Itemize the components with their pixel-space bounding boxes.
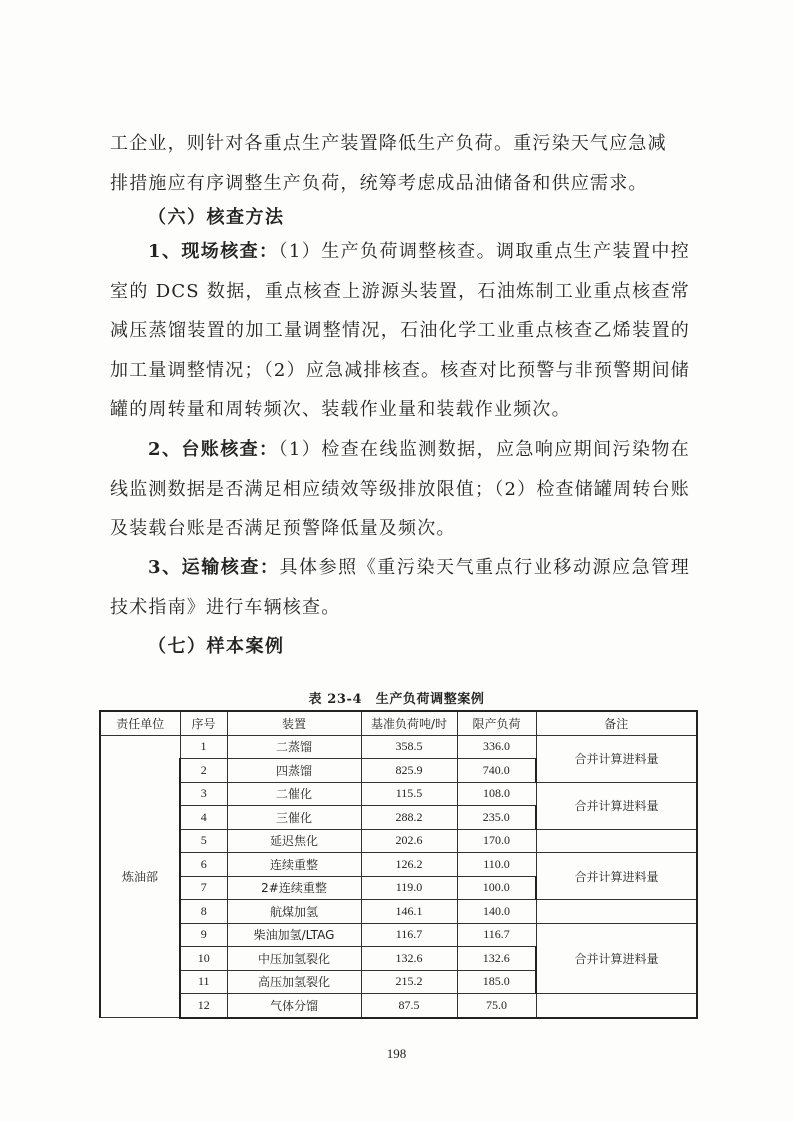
header-device: 装置 xyxy=(227,711,361,735)
cell-device: 2#连续重整 xyxy=(227,876,361,900)
cell-no: 6 xyxy=(180,853,227,877)
cell-device: 中压加氢裂化 xyxy=(227,947,361,971)
cell-no: 5 xyxy=(180,829,227,853)
cell-note: 合并计算进料量 xyxy=(536,782,697,829)
section-heading-7: （七）样本案例 xyxy=(148,636,285,657)
cell-limit: 110.0 xyxy=(457,853,536,877)
cell-base: 358.5 xyxy=(361,735,457,759)
cell-note-empty xyxy=(536,829,697,853)
cell-device: 四蒸馏 xyxy=(227,759,361,783)
text-line: 排措施应有序调整生产负荷，统筹考虑成品油储备和供应需求。 xyxy=(110,172,648,194)
cell-note-empty xyxy=(536,994,697,1018)
table-row xyxy=(100,829,697,853)
header-base-load: 基准负荷吨/时 xyxy=(361,711,457,735)
table-row xyxy=(100,735,697,759)
cell-device: 三催化 xyxy=(227,806,361,830)
cell-base: 146.1 xyxy=(361,900,457,924)
cell-limit: 170.0 xyxy=(457,829,536,853)
cell-no: 8 xyxy=(180,900,227,924)
cell-note: 合并计算进料量 xyxy=(536,853,697,900)
cell-note: 合并计算进料量 xyxy=(536,923,697,994)
cell-note-empty xyxy=(536,900,697,924)
cell-limit: 116.7 xyxy=(457,923,536,947)
cell-no: 11 xyxy=(180,970,227,994)
cell-base: 116.7 xyxy=(361,923,457,947)
table-caption: 表 23-4 生产负荷调整案例 xyxy=(308,692,485,707)
cell-limit: 108.0 xyxy=(457,782,536,806)
cell-base: 288.2 xyxy=(361,806,457,830)
cell-device: 二蒸馏 xyxy=(227,735,361,759)
cell-limit: 75.0 xyxy=(457,994,536,1018)
page-number: 198 xyxy=(386,1046,407,1061)
cell-limit: 100.0 xyxy=(457,876,536,900)
cell-base: 215.2 xyxy=(361,970,457,994)
table-row xyxy=(100,994,697,1018)
table-row xyxy=(100,900,697,924)
cell-no: 12 xyxy=(180,994,227,1018)
cell-device: 高压加氢裂化 xyxy=(227,970,361,994)
section-heading-6: （六）核查方法 xyxy=(148,207,285,228)
header-note: 备注 xyxy=(536,711,697,735)
cell-no: 9 xyxy=(180,923,227,947)
header-limit-load: 限产负荷 xyxy=(457,711,536,735)
load-adjustment-table xyxy=(99,710,698,1019)
header-no: 序号 xyxy=(180,711,227,735)
cell-device: 气体分馏 xyxy=(227,994,361,1018)
cell-no: 1 xyxy=(180,735,227,759)
item-text: （1）检查在线监测数据，应急响应期间污染物在线监测数据是否满足相应绩效等级排放限值；（2）检查储罐周转台账及装载台账是否满足预警降低量及频次。 xyxy=(110,439,690,539)
cell-device: 柴油加氢/LTAG xyxy=(227,923,361,947)
cell-base: 115.5 xyxy=(361,782,457,806)
item-label: 3、运输核查： xyxy=(148,557,280,578)
paragraph-ledger-check xyxy=(110,430,690,549)
table-row xyxy=(100,853,697,877)
text-line: 工企业，则针对各重点生产装置降低生产负荷。重污染天气应急减 xyxy=(110,133,667,154)
item-label: 1、现场核查： xyxy=(148,241,279,262)
cell-limit: 185.0 xyxy=(457,970,536,994)
cell-base: 126.2 xyxy=(361,853,457,877)
cell-note: 合并计算进料量 xyxy=(536,735,697,782)
cell-device: 航煤加氢 xyxy=(227,900,361,924)
cell-base: 825.9 xyxy=(361,759,457,783)
cell-limit: 740.0 xyxy=(457,759,536,783)
table-row xyxy=(100,782,697,806)
cell-limit: 235.0 xyxy=(457,806,536,830)
cell-no: 2 xyxy=(180,759,227,783)
item-text: 具体参照《重污染天气重点行业移动源应急管理技术指南》进行车辆核查。 xyxy=(110,557,690,618)
paragraph-continuation xyxy=(110,124,690,203)
item-label: 2、台账核查： xyxy=(148,439,279,460)
cell-base: 202.6 xyxy=(361,829,457,853)
cell-limit: 140.0 xyxy=(457,900,536,924)
paragraph-transport-check xyxy=(110,548,690,627)
cell-base: 132.6 xyxy=(361,947,457,971)
cell-device: 连续重整 xyxy=(227,853,361,877)
cell-no: 10 xyxy=(180,947,227,971)
cell-device: 二催化 xyxy=(227,782,361,806)
cell-no: 7 xyxy=(180,876,227,900)
table-header-row xyxy=(100,711,697,735)
cell-base: 87.5 xyxy=(361,994,457,1018)
unit-cell: 炼油部 xyxy=(100,735,180,1018)
paragraph-site-check xyxy=(110,232,690,430)
cell-base: 119.0 xyxy=(361,876,457,900)
table-row xyxy=(100,923,697,947)
cell-limit: 336.0 xyxy=(457,735,536,759)
header-unit: 责任单位 xyxy=(100,711,180,735)
cell-device: 延迟焦化 xyxy=(227,829,361,853)
cell-limit: 132.6 xyxy=(457,947,536,971)
cell-no: 3 xyxy=(180,782,227,806)
item-text: （1）生产负荷调整核查。调取重点生产装置中控室的 DCS 数据，重点核查上游源头装置，石油炼制工业重点核查常减压蒸馏装置的加工量调整情况，石油化学工业重点核查乙烯装置的加工量调整情况；（2）应急减排核查。核查对比预警与非预警期间储罐的周转量和周转频次、装载作业量和装载作业频次。 xyxy=(110,241,690,420)
cell-no: 4 xyxy=(180,806,227,830)
